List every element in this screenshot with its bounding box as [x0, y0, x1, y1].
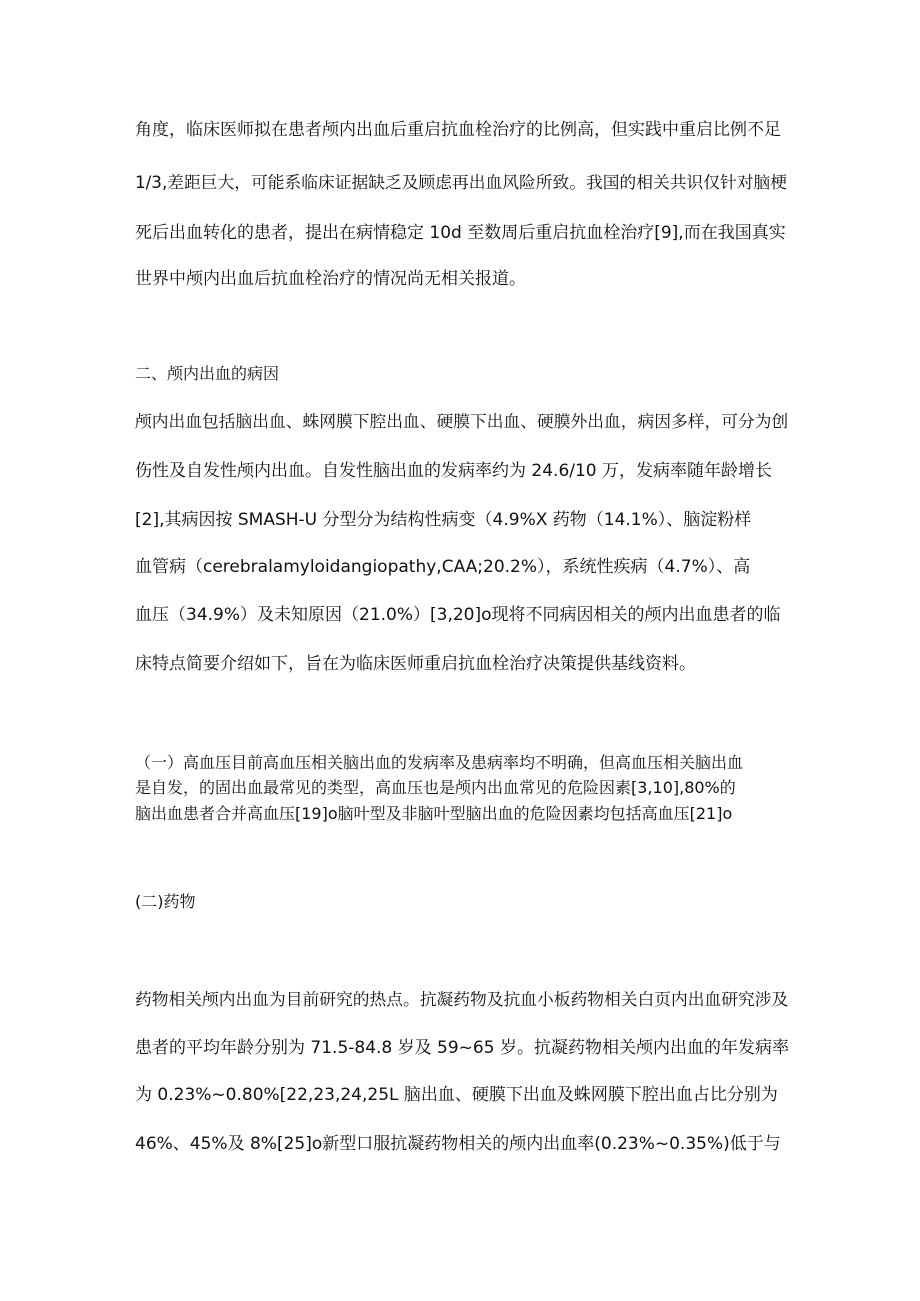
section-two-heading: 二、颅内出血的病因: [135, 364, 280, 383]
section-two-line-2: 伤性及自发性颅内出血。自发性脑出血的发病率约为 24.6/10 万，发病率随年龄增长: [135, 461, 773, 481]
subsection-one-line-2: 是自发，的固出血最常见的类型，高血压也是颅内出血常见的危险因素[3,10],80%的: [135, 778, 736, 797]
intro-line-2: 1/3,差距巨大，可能系临床证据缺乏及顾虑再出血风险所致。我国的相关共识仅针对脑梗: [135, 172, 788, 192]
section-two-line-4: 血管病（cerebralamyloidangiopathy,CAA;20.2%），系统性疾病（4.7%）、高: [135, 557, 751, 577]
section-two-line-1: 颅内出血包括脑出血、蛛网膜下腔出血、硬膜下出血、硬膜外出血，病因多样，可分为创: [135, 411, 789, 431]
subsection-two-heading: (二)药物: [135, 892, 196, 911]
subsection-one-line-3: 脑出血患者合并高血压[19]o脑叶型及非脑叶型脑出血的危险因素均包括高血压[21]o: [135, 804, 733, 823]
subsection-two-line-3: 为 0.23%~0.80%[22,23,24,25L 脑出血、硬膜下出血及蛛网膜下腔出血占比分别为: [135, 1085, 778, 1105]
section-two-line-3: [2],其病因按 SMASH-U 分型分为结构性病变（4.9%X 药物（14.1%）、脑淀粉样: [135, 510, 752, 530]
subsection-two-line-4: 46%、45%及 8%[25]o新型口服抗凝药物相关的颅内出血率(0.23%~0.35%)低于与: [135, 1134, 781, 1154]
intro-line-3: 死后出血转化的患者，提出在病情稳定 10d 至数周后重启抗血栓治疗[9],而在我国真实: [135, 223, 786, 243]
intro-line-1: 角度，临床医师拟在患者颅内出血后重启抗血栓治疗的比例高，但实践中重启比例不足: [135, 120, 781, 140]
subsection-two-line-2: 患者的平均年龄分别为 71.5-84.8 岁及 59~65 岁。抗凝药物相关颅内出血的年发病率: [135, 1038, 789, 1058]
section-two-line-5: 血压（34.9%）及未知原因（21.0%）[3,20]o现将不同病因相关的颅内出血患者的临: [135, 605, 781, 625]
subsection-two-line-1: 药物相关颅内出血为目前研究的热点。抗凝药物及抗血小板药物相关白页内出血研究涉及: [135, 989, 789, 1009]
subsection-one-line-1: （一）高血压目前高血压相关脑出血的发病率及患病率均不明确，但高血压相关脑出血: [135, 753, 744, 772]
section-two-line-6: 床特点简要介绍如下，旨在为临床医师重启抗血栓治疗决策提供基线资料。: [135, 654, 696, 674]
intro-line-4: 世界中颅内出血后抗血栓治疗的情况尚无相关报道。: [135, 269, 526, 289]
